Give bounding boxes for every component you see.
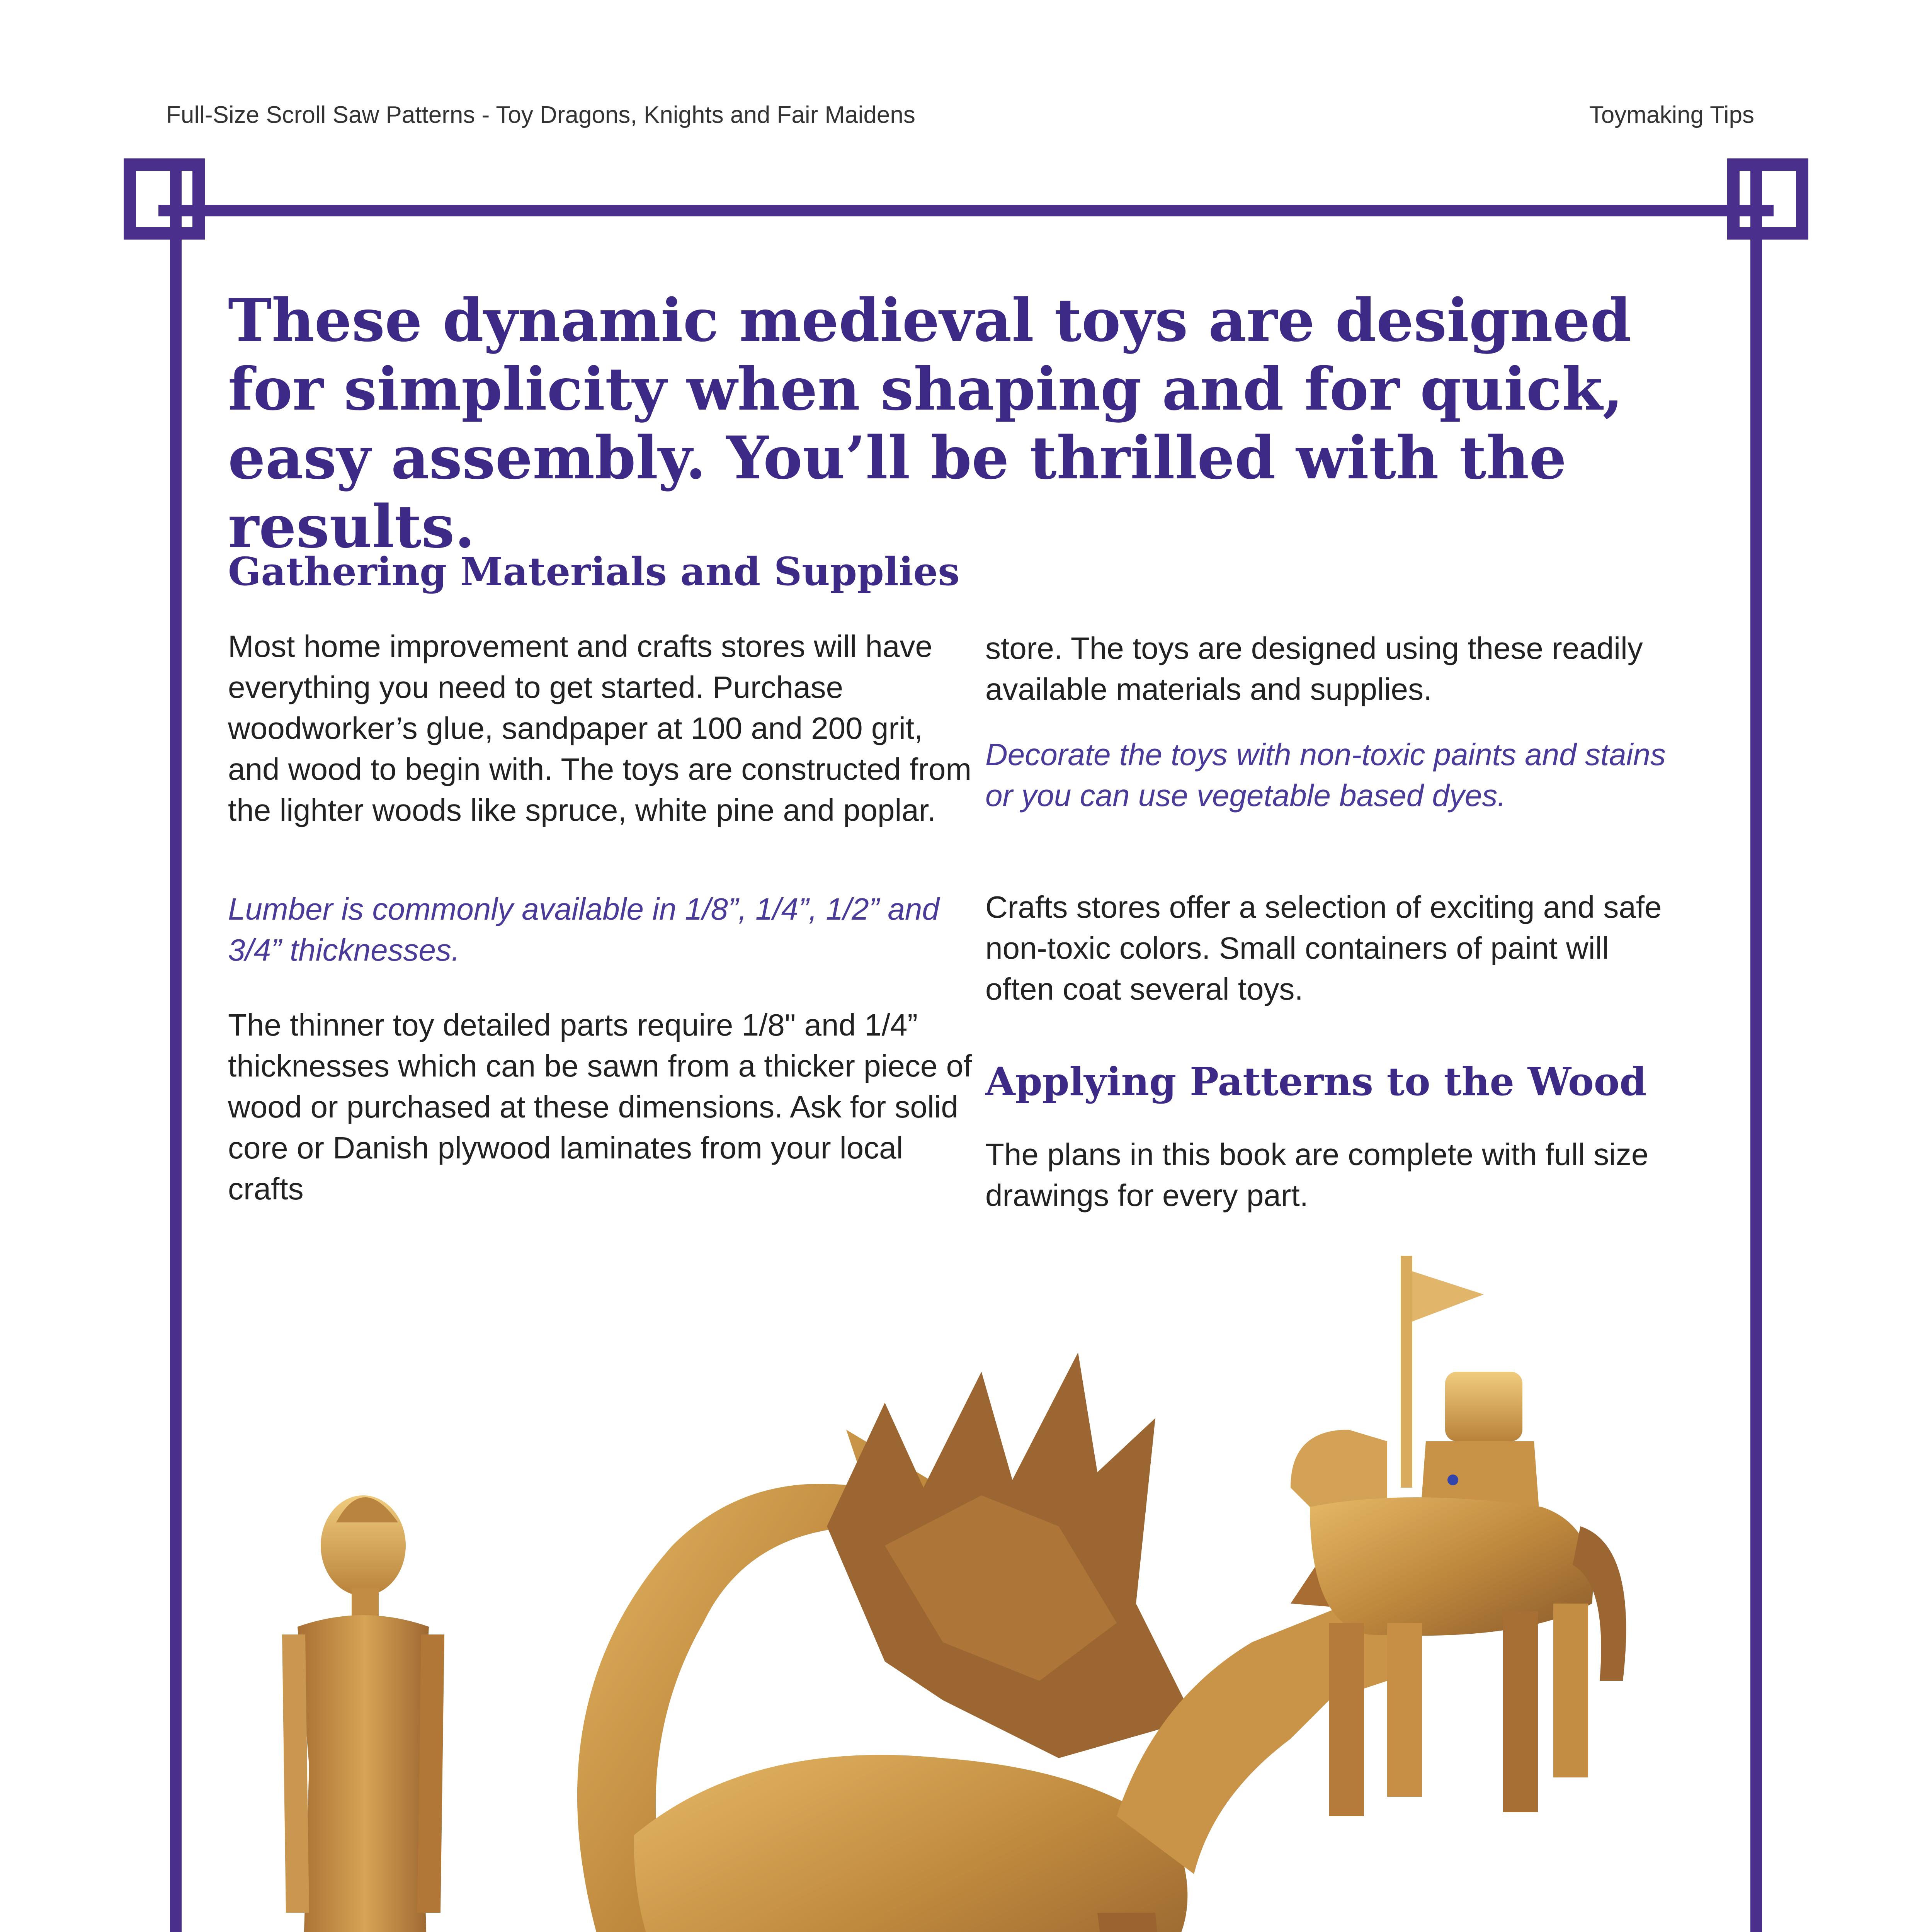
fair-maiden-figure: [282, 1495, 444, 1932]
page-headline: These dynamic medieval toys are designed for simplicity when shaping and for quick, easy assembly. You’ll be thrilled with the results.: [228, 286, 1631, 561]
running-head-section: Toymaking Tips: [1589, 102, 1754, 128]
paragraph-crafts-colors: Crafts stores offer a selection of exciting and safe non-toxic colors. Small containers of paint will often coat several toys.: [985, 890, 1662, 1006]
pull-quote-lumber: Lumber is commonly available in 1/8”, 1/4”, 1/2” and 3/4” thicknesses.: [228, 892, 939, 967]
wooden-toys-illustration: [247, 1256, 1716, 1932]
paragraph-thin-parts-continued: store. The toys are designed using these readily available materials and supplies.: [985, 631, 1643, 706]
running-head-title: Full-Size Scroll Saw Patterns - Toy Dragons, Knights and Fair Maidens: [166, 102, 915, 128]
heading-applying-patterns: Applying Patterns to the Wood: [985, 1059, 1647, 1104]
pull-quote-decorate: Decorate the toys with non-toxic paints and stains or you can use vegetable based dyes.: [985, 737, 1666, 813]
paragraph-thin-parts: The thinner toy detailed parts require 1/8" and 1/4” thicknesses which can be sawn from a thicker piece of wood or purchased at these dimensions. Ask for solid core or Danish plywood laminates from your local crafts: [228, 1008, 972, 1206]
paragraph-plans: The plans in this book are complete with full size drawings for every part.: [985, 1137, 1649, 1213]
paragraph-materials: Most home improvement and crafts stores will have everything you need to get started. Purchase woodworker’s glue, sandpaper at 100 and 200 grit, and wood to begin with. The toys are constructed from the lighter woods like spruce, white pine and poplar.: [228, 629, 972, 827]
dragon-figure: [577, 1352, 1406, 1932]
heading-gathering-materials: Gathering Materials and Supplies: [228, 549, 960, 594]
knight-on-horse-figure: [1291, 1256, 1626, 1816]
